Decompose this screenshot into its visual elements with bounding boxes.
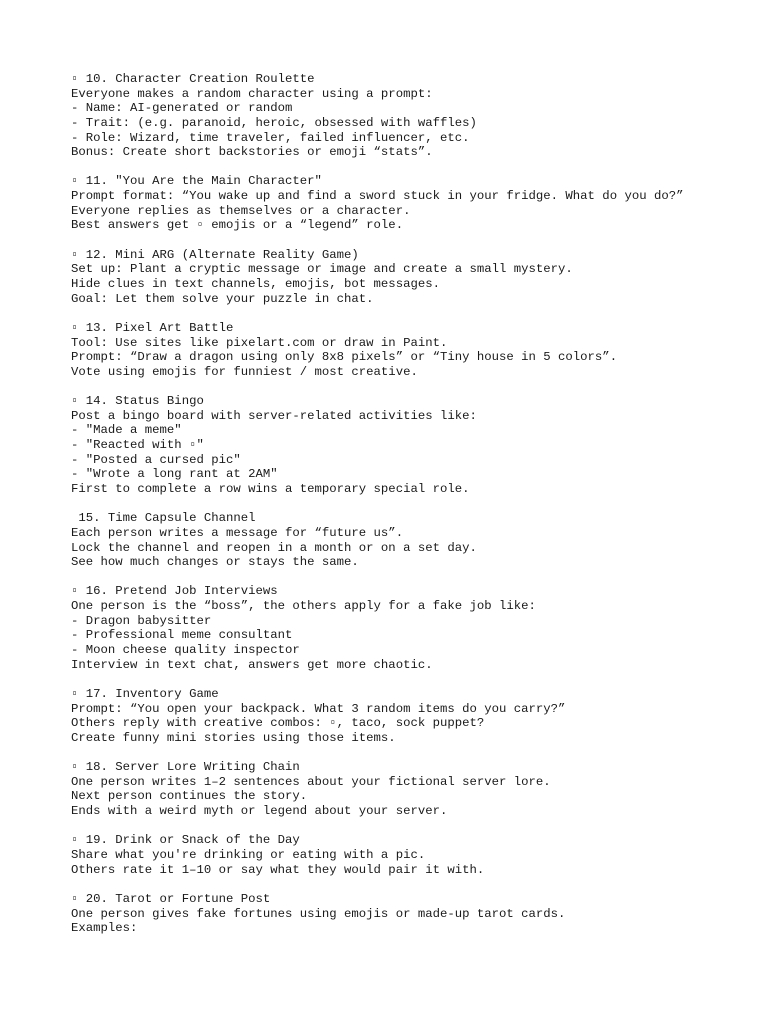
- section-12: [71, 248, 751, 307]
- section-title: ▫ 14. Status Bingo: [71, 394, 204, 409]
- section-line: See how much changes or stays the same.: [71, 555, 359, 570]
- section-13: [71, 321, 751, 380]
- section-line: Everyone replies as themselves or a character.: [71, 203, 411, 218]
- section-title: ▫ 17. Inventory Game: [71, 686, 219, 701]
- section-line: Others rate it 1–10 or say what they would pair it with.: [71, 862, 485, 877]
- section-title: 15. Time Capsule Channel: [71, 511, 256, 526]
- section-line: - "Wrote a long rant at 2AM": [71, 467, 278, 482]
- section-line: - Trait: (e.g. paranoid, heroic, obsessed with waffles): [71, 115, 477, 130]
- section-line: Everyone makes a random character using a prompt:: [71, 86, 433, 101]
- section-14: [71, 394, 751, 496]
- section-line: - "Reacted with ▫": [71, 438, 204, 453]
- section-title: ▫ 11. "You Are the Main Character": [71, 174, 322, 189]
- section-line: Prompt: “Draw a dragon using only 8x8 pixels” or “Tiny house in 5 colors”.: [71, 350, 618, 365]
- section-15: [71, 511, 751, 570]
- section-line: Prompt: “You open your backpack. What 3 random items do you carry?”: [71, 701, 566, 716]
- section-line: Prompt format: “You wake up and find a sword stuck in your fridge. What do you do?”: [71, 189, 684, 204]
- section-line: Others reply with creative combos: ▫, taco, sock puppet?: [71, 716, 485, 731]
- section-line: Hide clues in text channels, emojis, bot messages.: [71, 276, 440, 291]
- section-title: ▫ 19. Drink or Snack of the Day: [71, 833, 300, 848]
- section-line: - "Posted a cursed pic": [71, 452, 241, 467]
- section-20: [71, 892, 751, 936]
- section-line: - Name: AI-generated or random: [71, 101, 293, 116]
- section-line: Bonus: Create short backstories or emoji “stats”.: [71, 145, 433, 160]
- section-line: - Moon cheese quality inspector: [71, 642, 300, 657]
- section-line: One person gives fake fortunes using emojis or made-up tarot cards.: [71, 906, 566, 921]
- section-18: [71, 760, 751, 819]
- section-line: Interview in text chat, answers get more chaotic.: [71, 657, 433, 672]
- section-line: One person writes 1–2 sentences about your fictional server lore.: [71, 774, 551, 789]
- section-title: ▫ 16. Pretend Job Interviews: [71, 584, 278, 599]
- section-line: Lock the channel and reopen in a month or on a set day.: [71, 540, 477, 555]
- section-title: ▫ 20. Tarot or Fortune Post: [71, 891, 271, 906]
- section-line: - Dragon babysitter: [71, 613, 212, 628]
- section-line: Tool: Use sites like pixelart.com or draw in Paint.: [71, 335, 448, 350]
- section-line: Best answers get ▫ emojis or a “legend” role.: [71, 218, 404, 233]
- section-title: ▫ 12. Mini ARG (Alternate Reality Game): [71, 247, 359, 262]
- section-line: Goal: Let them solve your puzzle in chat.: [71, 291, 374, 306]
- section-line: Each person writes a message for “future us”.: [71, 525, 404, 540]
- section-line: Examples:: [71, 921, 138, 936]
- section-line: Post a bingo board with server-related activities like:: [71, 408, 477, 423]
- section-17: [71, 687, 751, 746]
- section-title: ▫ 10. Character Creation Roulette: [71, 72, 315, 86]
- section-line: One person is the “boss”, the others apply for a fake job like:: [71, 599, 536, 614]
- section-11: [71, 174, 751, 233]
- section-10: [71, 72, 751, 160]
- section-19: [71, 833, 751, 877]
- document-page: [71, 72, 751, 950]
- section-line: Share what you're drinking or eating with a pic.: [71, 847, 426, 862]
- section-line: Next person continues the story.: [71, 789, 308, 804]
- section-line: First to complete a row wins a temporary special role.: [71, 481, 470, 496]
- section-line: Ends with a weird myth or legend about your server.: [71, 804, 448, 819]
- section-line: Create funny mini stories using those items.: [71, 730, 396, 745]
- section-line: Vote using emojis for funniest / most creative.: [71, 364, 418, 379]
- section-line: - Professional meme consultant: [71, 628, 293, 643]
- section-16: [71, 584, 751, 672]
- section-title: ▫ 13. Pixel Art Battle: [71, 320, 234, 335]
- section-line: - Role: Wizard, time traveler, failed influencer, etc.: [71, 130, 470, 145]
- section-line: - "Made a meme": [71, 423, 182, 438]
- section-title: ▫ 18. Server Lore Writing Chain: [71, 760, 300, 775]
- section-line: Set up: Plant a cryptic message or image and create a small mystery.: [71, 262, 573, 277]
